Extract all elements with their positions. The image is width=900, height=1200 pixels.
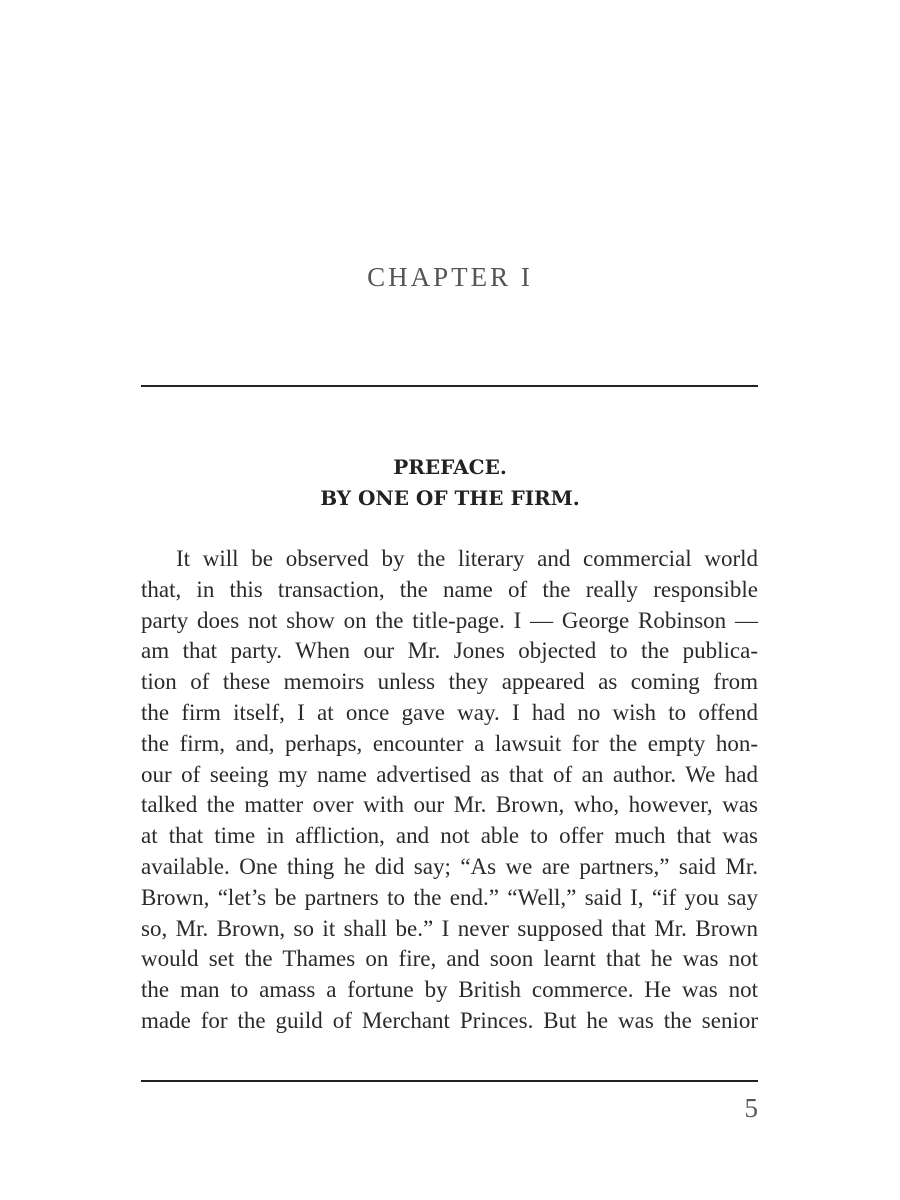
body-paragraph [141, 544, 758, 1037]
body-line: our of seeing my name advertised as that of an author. We had [141, 761, 758, 787]
body-line: the firm, and, perhaps, encounter a lawsuit for the empty hon- [141, 730, 758, 756]
body-line: It will be observed by the literary and commercial world [176, 546, 758, 571]
preface-title [0, 452, 900, 514]
body-line: available. One thing he did say; “As we are partners,” said Mr. [141, 853, 758, 879]
chapter-heading: CHAPTER I [367, 262, 533, 292]
body-line: Brown, “let’s be partners to the end.” “Well,” said I, “if you say [141, 884, 758, 910]
body-line: party does not show on the title-page. I — George Robinson — [141, 607, 758, 633]
body-line: tion of these memoirs unless they appeared as coming from [141, 669, 758, 695]
body-line: the firm itself, I at once gave way. I had no wish to offend [141, 699, 758, 725]
body-line: so, Mr. Brown, so it shall be.” I never supposed that Mr. Brown [141, 915, 758, 941]
top-divider-rule [141, 385, 758, 387]
bottom-divider-rule [141, 1080, 758, 1082]
body-line: would set the Thames on fire, and soon learnt that he was not [141, 946, 758, 972]
preface-title-line-1: PREFACE. [393, 455, 507, 479]
body-line: that, in this transaction, the name of the really responsible [141, 576, 758, 602]
body-line: talked the matter over with our Mr. Brown, who, however, was [141, 792, 758, 818]
body-line: at that time in affliction, and not able to offer much that was [141, 823, 758, 849]
body-line: the man to amass a fortune by British commerce. He was not [141, 977, 758, 1003]
body-line: made for the guild of Merchant Princes. But he was the senior [141, 1007, 758, 1033]
page-number: 5 [744, 1093, 758, 1123]
preface-title-line-2: BY ONE OF THE FIRM. [320, 486, 580, 510]
body-line: am that party. When our Mr. Jones objected to the publica- [141, 638, 758, 664]
